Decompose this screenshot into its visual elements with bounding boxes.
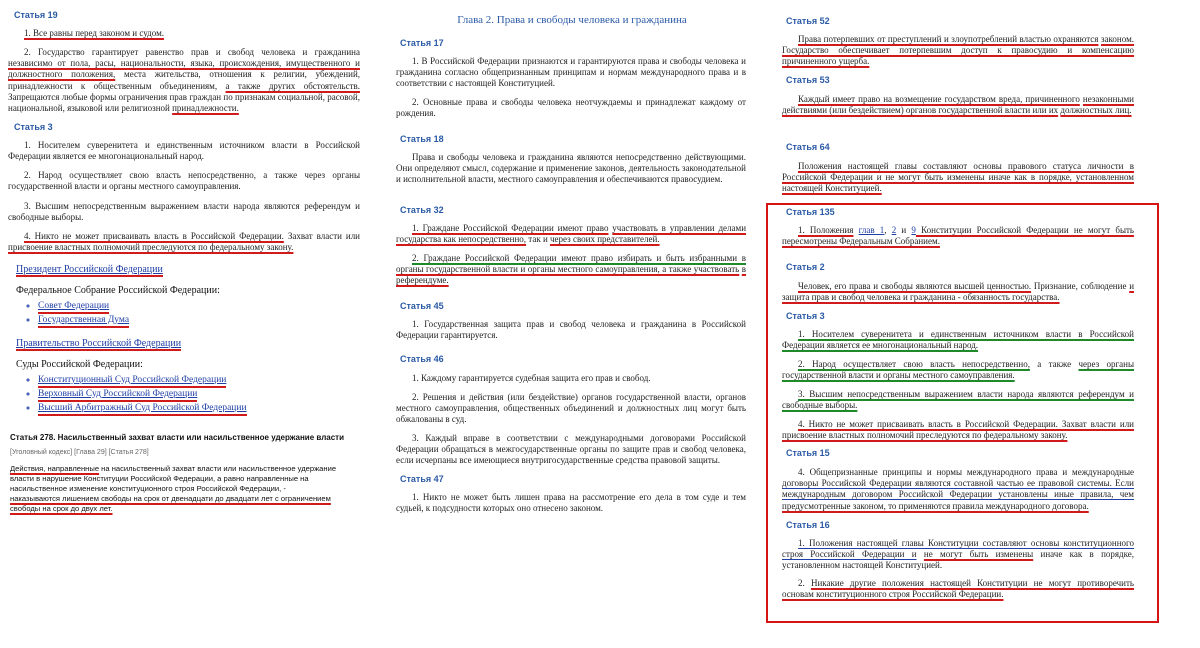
text-span: а также [1037,359,1072,369]
article-18-p1: Права и свободы человека и гражданина являются непосредственно действующими. Они определяют смысл, содержание и применение законов, деятельность законодательной и исполнительной власти, местного самоуправления и обеспечиваются правосудием. [396,152,746,185]
text-span: принадлежности. [172,103,239,114]
text-span: места жительства, отношения к религии, убеждений, [124,69,361,80]
arbitration-court-link[interactable]: Высший Арбитражный Суд Российской Федерации [38,402,247,416]
text-span: законом. Государство обеспечивает потерпевшим доступ к правосудию и компенсацию [782,34,1135,56]
text-span: наказываются лишением свободы на срок от двенадцати до двадцати лет с ограничением [10,494,331,503]
text-span: через органы [1078,359,1135,369]
government-link-row [16,338,181,351]
text-span: 4. Никто не может присваивать власть в Российской Федерации. Захват власти или [798,419,1134,429]
text-span: установленном настоящей Конституцией. [782,560,943,571]
list-item [38,300,129,314]
courts-list [18,374,247,416]
assembly-list [18,300,129,328]
article-47-title: Статья 47 [400,474,444,484]
article-3-p4 [8,231,360,253]
text-span: 1. Граждане Российской Федерации имеют право [412,223,609,233]
criminal-article-278-title: Статья 278. Насильственный захват власти или насильственное удержание власти [10,433,345,442]
chapter-2-title: Глава 2. Права и свободы человека и гражданина [457,14,687,26]
text-span: свободы на срок до двух лет. [10,504,113,513]
text-span: 4. Никто не может присваивать власть в Российской Федерации. [24,231,284,241]
list-item [38,388,247,402]
chapter-2-link[interactable]: 2 [891,225,897,235]
article-3-title: Статья 3 [14,122,53,132]
text-span: свободные выборы. [782,400,858,411]
text-span: 1. Носителем суверенитета и единственным источником власти в Российской [798,329,1134,339]
article-3b-title: Статья 3 [786,311,825,321]
supreme-court-link[interactable]: Верховный Суд Российской Федерации [38,388,197,402]
article-45-title: Статья 45 [400,301,444,311]
article-47-p1: 1. Никто не может быть лишен права на рассмотрение его дела в том суде и тем судьей, к подсудности которых оно отнесено законом. [396,492,746,514]
text-span: на насильственный захват власти или насильственное удержание [99,464,337,473]
text-span: Захват власти или [287,231,361,241]
text-span: Конституции Российской Федерации не могут быть [915,225,1135,235]
article-53-title: Статья 53 [786,75,830,85]
text-span: не могут быть изменены [923,549,1034,560]
text-span: принадлежности к общественным объединениям, [8,80,218,91]
text-span: присвоение властных полномочий преследуются по федеральному закону. [782,430,1068,441]
article-32-title: Статья 32 [400,205,444,215]
article-19-p1-text: 1. Все равны перед законом и судом. [24,28,165,38]
article-17-p1: 1. В Российской Федерации признаются и гарантируются права и свободы человека и гражданина согласно общепризнанным принципам и нормам международного права и в соответствии с настоящей Конституцией. [396,56,746,89]
highlight-frame [766,203,1159,623]
text-span: Никакие другие положения настоящей Конституции не могут противоречить [810,578,1134,588]
text-span: Действия, направленные [10,464,100,473]
text-span: должностных лиц. [1060,105,1132,116]
text-span: Запрещаются любые формы ограничения прав граждан по признакам социальной, [8,91,325,102]
text-span: 1. Положения настоящей главы Конституции составляют основы конституционного [798,538,1134,548]
article-16-title: Статья 16 [786,520,830,530]
article-64-p1 [782,161,1134,195]
text-span: а также других обстоятельств. [225,80,361,91]
text-span: 1. Положения [798,225,854,235]
text-span: и защита прав и свобод человека и гражданина - обязанность государства. [782,281,1135,303]
article-3-p3: 3. Высшим непосредственным выражением власти народа являются референдум и свободные выборы. [8,201,360,223]
article-46-p2: 2. Решения и действия (или бездействие) органов государственной власти, органов местного самоуправления, общественных объединений и должностных лиц могут быть обжалованы в суд. [396,392,746,425]
text-span: насильственное изменение конституционного строя Российской Федерации, - [10,484,286,493]
article-17-p2: 2. Основные права и свободы человека неотчуждаемы и принадлежат каждому от рождения. [396,97,746,119]
article-53-p1 [782,94,1134,116]
constitutional-court-link[interactable]: Конституционный Суд Российской Федерации [38,374,226,388]
text-span: в референдуме. [396,264,747,286]
article-19-title: Статья 19 [14,10,58,20]
article-52-title: Статья 52 [786,16,830,26]
courts-heading: Суды Российской Федерации: [16,359,143,370]
text-span: незаконными действиями (или бездействием) органов государственной власти или их [782,94,1134,116]
text-span: участвовать в управлении делами [612,223,747,233]
list-item [38,402,247,416]
text-span: 2. [798,578,805,588]
text-span: пересмотрены Федеральным Собранием. [782,236,940,247]
article-19-p2 [8,47,360,114]
text-span: иначе как в порядке, [1040,549,1135,560]
text-span: настоящей Конституцией. [782,183,882,194]
chapter-1-link[interactable]: глав 1 [858,225,885,235]
text-span: Российской Федерации и не могут быть изменены иначе как в порядке, установленном [782,172,1134,183]
text-span: 3. Высшим непосредственным выражением власти народа являются референдум и [798,389,1134,399]
article-32-p2 [396,253,746,287]
article-45-p1: 1. Государственная защита прав и свобод человека и гражданина в Российской Федерации гарантируется. [396,319,746,341]
state-duma-link[interactable]: Государственная Дума [38,314,129,328]
article-32-p1 [396,223,746,245]
article-15-title: Статья 15 [786,448,830,458]
text-span: независимо от пола, расы, национальности, языка, происхождения, имущественного и [8,58,360,69]
text-span: 2. Граждане Российской Федерации имеют право избирать и быть избранными в [412,253,746,263]
text-span: органы государственной власти и органы местного самоуправления, а также участвовать [396,264,740,275]
text-span: так и [528,234,548,245]
text-span: государственной власти и органы местного самоуправления. [782,370,1015,381]
list-item [38,374,247,388]
text-span: Положения настоящей главы составляют основы правового статуса личности в [798,161,1134,171]
article-46-p3: 3. Каждый вправе в соответствии с международными договорами Российской Федерации обращаться в межгосударственные органы по защите прав и свобод человека, если исчерпаны все имеющиеся внутригосударственные средства правовой защиты. [396,433,746,466]
text-span: через своих представителей. [550,234,660,245]
text-span: государства как непосредственно, [396,234,527,245]
text-span: 4. Общепризнанные принципы и нормы международного права и международные [798,467,1134,477]
article-46-p1: 1. Каждому гарантируется судебная защита его прав и свобод. [412,373,651,383]
article-19-p1 [8,28,360,39]
article-2-title: Статья 2 [786,262,825,272]
list-item [38,314,129,328]
text-span: основам конституционного строя Российской Федерации. [782,589,1004,600]
text-span: присвоение властных полномочий преследуются по федеральному закону. [8,242,294,253]
text-span: Каждый имеет право на возмещение государством вреда, причиненного [798,94,1080,104]
federation-council-link[interactable]: Совет Федерации [38,300,109,314]
text-span: должностного положения, [8,69,116,80]
text-span: Федерации является ее многонациональный народ. [782,340,979,351]
text-span: , [884,225,887,235]
chapter-9-link[interactable]: 9 [911,225,916,235]
article-46-title: Статья 46 [400,354,444,364]
article-17-title: Статья 17 [400,38,444,48]
assembly-heading: Федеральное Собрание Российской Федерации: [16,285,220,296]
text-span: 2. Государство гарантирует равенство прав и свобод человека и гражданина [24,47,360,57]
text-span: Права потерпевших от преступлений и злоупотреблений властью охраняются [798,34,1099,44]
text-span: предусмотренные законом, то применяются правила международного договора. [782,500,1089,511]
text-span: власти в нарушение Конституции Российской Федерации, а равно направленные на [10,474,309,483]
text-span: и [896,225,912,235]
article-18-title: Статья 18 [400,134,444,144]
president-link[interactable]: Президент Российской Федерации [16,264,163,275]
text-span: 2. Народ осуществляет свою власть непосредственно, [798,359,1030,369]
text-span: расовой, национальной, языковой или религиозной [8,91,360,114]
text-span: договоры Российской Федерации являются составной частью ее правовой системы. Если [782,478,1134,489]
text-span: Признание, соблюдение [1033,281,1127,291]
text-span: причиненного ущерба. [782,56,870,67]
president-link-row [16,264,163,277]
text-span: строя Российской Федерации и [782,549,917,560]
criminal-article-meta: [Уголовный кодекс] [Глава 29] [Статья 278] [10,449,149,456]
article-3-p2: 2. Народ осуществляет свою власть непосредственно, а также через органы государственной власти и органы местного самоуправления. [8,170,360,192]
article-3-p1: 1. Носителем суверенитета и единственным источником власти в Российской Федерации является ее многонациональный народ. [8,140,360,162]
article-135-title: Статья 135 [786,207,835,217]
government-link[interactable]: Правительство Российской Федерации [16,338,182,349]
text-span: международным договором Российской Федерации установлены иные правила, чем [782,489,1134,500]
article-64-title: Статья 64 [786,142,830,152]
criminal-article-text [10,464,340,514]
text-span: Человек, его права и свободы являются высшей ценностью. [798,281,1032,291]
article-52-p1 [782,34,1134,68]
